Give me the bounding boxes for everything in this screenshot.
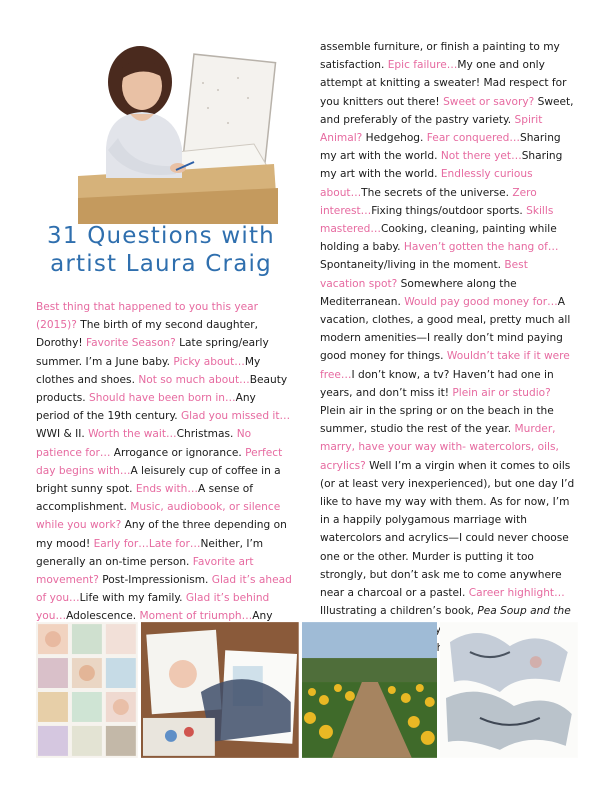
answer-text: Any of the three depending on my mood!	[36, 519, 287, 550]
question-text: Early for…Late for…	[93, 537, 201, 550]
answer-text: Cooking, cleaning, painting while holding a baby.	[320, 223, 557, 254]
right-text-column	[320, 38, 576, 657]
answer-text: Arrogance or ignorance.	[110, 446, 246, 459]
article-title	[26, 222, 296, 278]
question-text: Not so much about…	[138, 373, 250, 386]
answer-text: Somewhere along the Mediterranean.	[320, 277, 517, 308]
question-text: Best vacation spot?	[320, 259, 528, 290]
artist-portrait-photo	[78, 38, 278, 224]
answer-text: assemble furniture, or finish a painting to my satisfaction.	[320, 41, 560, 72]
answer-text: The secrets of the universe.	[361, 186, 513, 199]
question-text: Skills mastered…	[320, 204, 554, 236]
question-text: Career highlight…	[468, 587, 565, 600]
question-text: Fear conquered…	[426, 132, 520, 145]
article-title-line-1: 31 Questions with	[47, 223, 275, 249]
answer-text: Christmas.	[176, 428, 237, 441]
question-text: Plein air or studio?	[452, 386, 551, 399]
answer-text: Post-Impressionism.	[98, 574, 212, 587]
answer-text: Life with my family.	[79, 592, 186, 605]
question-text: Glad it’s ahead of you…	[36, 574, 292, 605]
answer-text: My one and only attempt at knitting a sweater! Mad respect for you knitters out there!	[320, 59, 567, 108]
question-text: No patience for…	[36, 428, 252, 459]
answer-text: I don’t know, a tv? Haven’t had one in years, and don’t miss it!	[320, 368, 554, 399]
answer-text: Beauty products.	[36, 373, 288, 405]
artwork-strip	[36, 622, 578, 758]
answer-text: The birth of my second daughter, Dorothy!	[36, 319, 259, 350]
answer-text: Illustrating a children’s book,	[320, 605, 478, 618]
answer-text: Well I’m a virgin when it comes to oils (or at least very inexperienced), but one day I’d like to have my way with them. As for now, I’m in a happily polygamous marriage with watercolors and acrylics—I could never choose one or the other. Murder is putting it too strongly, but don’t ask me to come anywhere near a charcoal or a pastel.	[320, 459, 575, 600]
answer-text: Plein air in the spring or on the beach in the summer, studio the rest of the year.	[320, 405, 554, 436]
question-text: Glad you missed it…	[180, 410, 291, 423]
question-text: Perfect day begins with…	[36, 446, 283, 477]
answer-text: Sweet, and preferably of the pastry variety.	[320, 95, 574, 126]
question-text: Would pay good money for…	[404, 295, 558, 308]
question-text: Favorite art movement?	[36, 555, 254, 587]
left-text-column	[36, 298, 292, 644]
answer-text: Late spring/early summer. I’m a June baby.	[36, 337, 269, 368]
question-text: Endlessly curious about…	[320, 168, 533, 199]
question-text: Moment of triumph…	[139, 610, 253, 623]
question-text: Picky about…	[173, 355, 245, 368]
question-text: Sweet or savory?	[443, 95, 535, 108]
question-text: Haven’t gotten the hang of…	[403, 241, 559, 254]
question-text: Worth the wait…	[88, 428, 177, 441]
answer-text: Fixing things/outdoor sports.	[371, 204, 527, 217]
studio-watercolor-baby-image	[141, 622, 299, 758]
sunflower-field-painting-image	[302, 622, 438, 758]
abstract-watercolor-painting-image	[440, 622, 578, 758]
answer-text: WWI & II.	[36, 428, 89, 441]
answer-text: Sharing my art with the world.	[320, 150, 563, 181]
question-text: Ends with…	[135, 483, 198, 496]
answer-text: Spontaneity/living in the moment.	[320, 259, 505, 272]
question-text: Not there yet…	[440, 150, 522, 163]
answer-text: My clothes and shoes.	[36, 355, 261, 386]
question-text: Best thing that happened to you this year (2015)?	[36, 301, 258, 332]
article-title-line-2: artist Laura Craig	[50, 251, 272, 277]
question-text: Spirit Animal?	[320, 113, 543, 145]
question-text: Zero interest…	[320, 186, 537, 217]
answer-text: Neither, I’m generally an on-time person.	[36, 537, 264, 568]
question-text: Wouldn’t take if it were free…	[320, 350, 570, 381]
question-text: Glad it’s behind you…	[36, 592, 270, 623]
answer-text: A vacation, clothes, a good meal, pretty much all modern amenities—I really don’t mind paying good money for things.	[320, 295, 571, 363]
question-text: Music, audiobook, or silence while you work?	[36, 501, 281, 532]
answer-text: Any	[252, 610, 273, 623]
question-text: Epic failure…	[387, 59, 458, 72]
answer-text: A leisurely cup of coffee in a bright sunny spot.	[36, 464, 281, 496]
question-text: Favorite Season?	[86, 337, 176, 350]
answer-text: Any period of the 19th century.	[36, 392, 256, 423]
answer-text: Adolescence.	[66, 610, 140, 623]
answer-text: Pea Soup and the	[477, 605, 571, 618]
answer-text: Hedgehog.	[362, 132, 427, 145]
baby-portraits-collage-image	[36, 622, 138, 758]
question-text: Murder, marry, have your way with- watercolors, oils, acrylics?	[320, 423, 559, 472]
answer-text: Sharing my art with the world.	[320, 132, 561, 163]
question-text: Should have been born in…	[89, 392, 236, 405]
answer-text: A sense of accomplishment.	[36, 483, 253, 514]
